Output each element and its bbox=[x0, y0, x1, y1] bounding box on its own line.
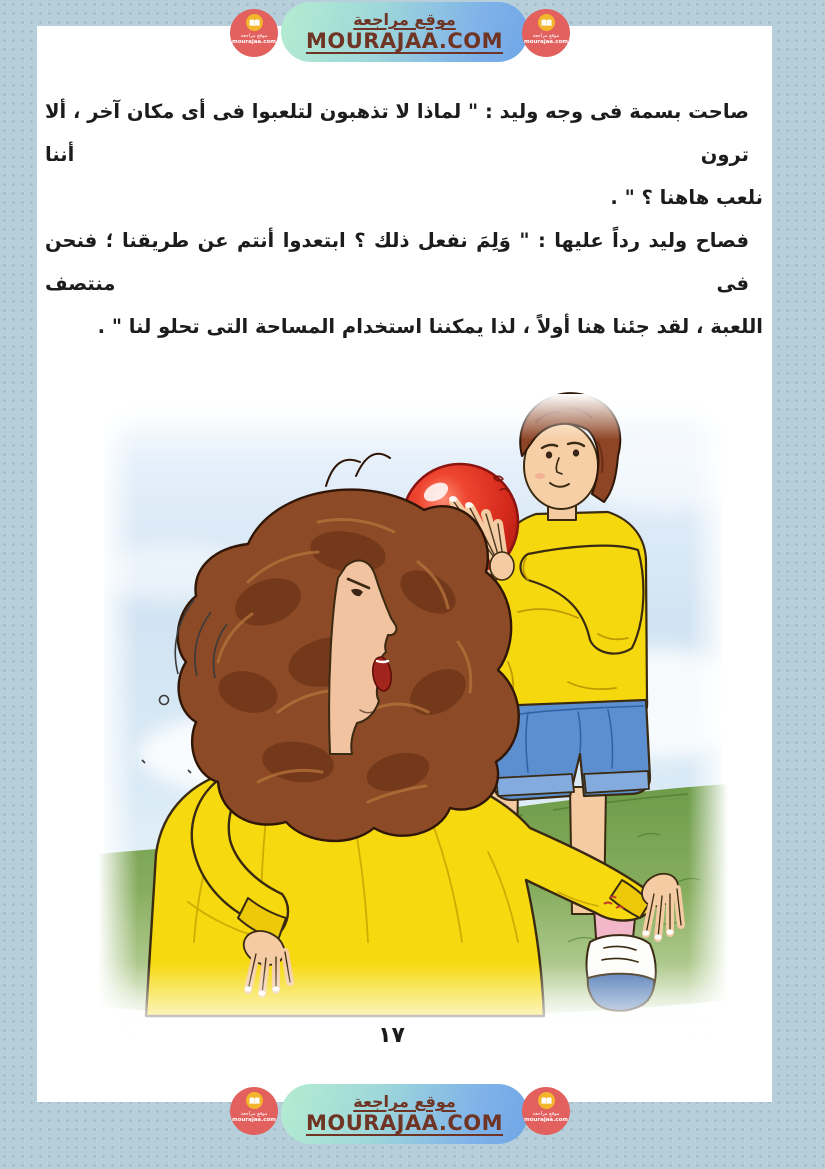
logo-text-arabic: موقع مراجعة bbox=[532, 1111, 560, 1117]
paragraph-2-line-2: اللعبة ، لقد جئنا هنا أولاً ، لذا يمكننا استخدام المساحة التى تحلو لنا " . bbox=[97, 315, 763, 338]
footer-brand-pill[interactable] bbox=[281, 1084, 528, 1144]
book-icon bbox=[246, 14, 263, 31]
header-brand-pill[interactable] bbox=[281, 2, 528, 62]
paragraph-2-line-1: فصاح وليد رداً عليها : " وَلِمَ نفعل ذلك ؟ ابتعدوا أنتم عن طريقنا ؛ فنحن فى منتصف bbox=[45, 229, 749, 295]
mourajaa-logo-header-left bbox=[230, 9, 278, 57]
story-text bbox=[45, 90, 763, 348]
mourajaa-logo-footer-left bbox=[230, 1087, 278, 1135]
page-number: ١٧ bbox=[378, 1023, 405, 1048]
left-fade bbox=[98, 382, 138, 1037]
logo-text-arabic: موقع مراجعة bbox=[240, 1111, 268, 1117]
story-illustration bbox=[98, 382, 728, 1037]
book-icon bbox=[538, 1092, 555, 1109]
mourajaa-logo-header-right bbox=[522, 9, 570, 57]
logo-text-domain: mourajaa.com bbox=[231, 1117, 277, 1123]
right-fade bbox=[688, 382, 728, 1037]
mourajaa-logo-footer-right bbox=[522, 1087, 570, 1135]
logo-text-domain: mourajaa.com bbox=[523, 39, 569, 45]
paragraph-1-line-1: صاحت بسمة فى وجه وليد : " لماذا لا تذهبون لتلعبوا فى أى مكان آخر ، ألا ترون أننا bbox=[45, 100, 749, 166]
brand-domain-link[interactable]: MOURAJAA.COM bbox=[305, 28, 504, 53]
logo-text-arabic: موقع مراجعة bbox=[240, 33, 268, 39]
brand-domain-link[interactable]: MOURAJAA.COM bbox=[305, 1110, 504, 1135]
logo-text-arabic: موقع مراجعة bbox=[532, 33, 560, 39]
book-icon bbox=[246, 1092, 263, 1109]
top-fade bbox=[98, 394, 728, 440]
logo-text-domain: mourajaa.com bbox=[523, 1117, 569, 1123]
book-icon bbox=[538, 14, 555, 31]
brand-name-arabic[interactable]: موقع مراجعة bbox=[353, 1092, 456, 1112]
logo-text-domain: mourajaa.com bbox=[231, 39, 277, 45]
paragraph-1-line-2: نلعب هاهنا ؟ " . bbox=[610, 186, 763, 209]
brand-name-arabic[interactable]: موقع مراجعة bbox=[353, 10, 456, 30]
